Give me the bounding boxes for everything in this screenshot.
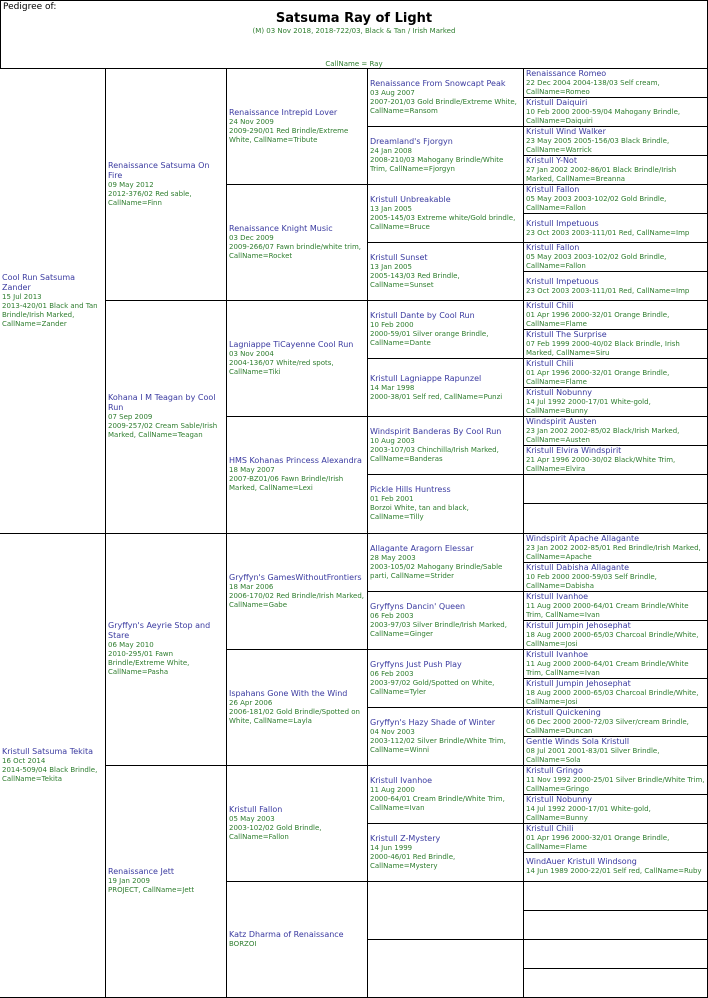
ancestor-name: Kristull Jumpin Jehosephat [526, 678, 631, 688]
ancestor-desc: 2012-376/02 Red sable, CallName=Finn [108, 190, 192, 208]
ancestor-name: Kristull Ivanhoe [526, 649, 589, 659]
ancestor-date: 19 Jan 2009 [108, 877, 150, 886]
ancestor-desc: 2004-136/07 White/red spots, CallName=Tiki [229, 359, 334, 377]
gen4-ancestor-cell [367, 300, 524, 359]
ancestor-name: Renaissance Knight Music [229, 224, 333, 234]
gen5-ancestor-cell [523, 300, 708, 330]
dog-name-title: Satsuma Ray of Light [275, 11, 433, 26]
gen4-ancestor-cell [367, 126, 524, 185]
ancestor-name: Kristull Ivanhoe [526, 591, 589, 601]
gen5-ancestor-cell [523, 765, 708, 795]
gen3-ancestor-cell [226, 533, 368, 650]
ancestor-name: Kristull Fallon [526, 185, 580, 195]
gen5-ancestor-cell [523, 503, 708, 533]
gen5-ancestor-cell [523, 649, 708, 679]
gen2-ancestor-cell [105, 533, 227, 766]
ancestor-desc: 14 Jul 1992 2000-17/01 White-gold, CallName=Bunny [526, 398, 651, 416]
gen4-ancestor-cell [367, 765, 524, 824]
gen5-ancestor-cell [523, 445, 708, 475]
ancestor-desc: 05 May 2003 2003-102/02 Gold Brindle, CallName=Fallon [526, 253, 667, 271]
ancestor-desc: 18 Aug 2000 2000-65/03 Charcoal Brindle/White, CallName=Josi [526, 630, 699, 648]
gen5-ancestor-cell [523, 591, 708, 621]
ancestor-date: 10 Feb 2000 [370, 321, 414, 330]
ancestor-desc: 11 Nov 1992 2000-25/01 Silver Brindle/White Trim, CallName=Gringo [526, 775, 705, 793]
ancestor-desc: 11 Aug 2000 2000-64/01 Cream Brindle/White Trim, CallName=Ivan [526, 659, 689, 677]
ancestor-date: 01 Feb 2001 [370, 495, 414, 504]
ancestor-name: Kristull Dante by Cool Run [370, 311, 475, 321]
ancestor-desc: 23 Oct 2003 2003-111/01 Red, CallName=Imp [526, 228, 690, 237]
ancestor-date: 26 Apr 2006 [229, 698, 273, 707]
gen5-ancestor-cell [523, 242, 708, 272]
ancestor-desc: 2013-420/01 Black and Tan Brindle/Irish Marked, CallName=Zander [2, 301, 98, 328]
gen1-ancestor-cell [0, 533, 106, 998]
gen4-ancestor-cell [367, 358, 524, 417]
gen5-ancestor-cell [523, 68, 708, 98]
ancestor-date: 04 Nov 2003 [370, 727, 415, 736]
gen4-ancestor-cell [367, 649, 524, 708]
ancestor-date: 06 Feb 2003 [370, 669, 414, 678]
pedigree-grid [0, 69, 708, 998]
ancestor-date: 18 May 2007 [229, 466, 275, 475]
ancestor-desc: 2000-59/01 Silver orange Brindle, CallName=Dante [370, 330, 489, 348]
ancestor-name: Kristull Fallon [526, 243, 580, 253]
ancestor-date: 14 Mar 1998 [370, 383, 415, 392]
ancestor-desc: 23 Oct 2003 2003-111/01 Red, CallName=Imp [526, 286, 690, 295]
ancestor-desc: 2003-112/02 Silver Brindle/White Trim, CallName=Winni [370, 736, 506, 754]
ancestor-name: WindAuer Kristull Windsong [526, 857, 637, 867]
ancestor-date: 24 Jan 2008 [370, 147, 412, 156]
ancestor-name: Renaissance Jett [108, 867, 175, 877]
ancestor-name: Kristull Daiquiri [526, 98, 588, 108]
ancestor-desc: 18 Aug 2000 2000-65/03 Charcoal Brindle/White, CallName=Josi [526, 688, 699, 706]
ancestor-name: Renaissance From Snowcapt Peak [370, 79, 506, 89]
gen5-ancestor-cell [523, 910, 708, 940]
ancestor-name: Dreamland's Fjorgyn [370, 137, 453, 147]
ancestor-desc: PROJECT, CallName=Jett [108, 886, 195, 895]
ancestor-date: 05 May 2003 [229, 814, 275, 823]
ancestor-name: Kristull Dabisha Allagante [526, 562, 630, 572]
gen5-ancestor-cell [523, 562, 708, 592]
gen3-ancestor-cell [226, 68, 368, 185]
ancestor-desc: 2009-257/02 Cream Sable/Irish Marked, CallName=Teagan [108, 422, 218, 440]
ancestor-desc: 2007-BZ01/06 Fawn Brindle/Irish Marked, CallName=Lexi [229, 475, 344, 493]
ancestor-name: Ispahans Gone With the Wind [229, 688, 348, 698]
ancestor-name: Windspirit Apache Allagante [526, 533, 640, 543]
ancestor-date: 07 Sep 2009 [108, 413, 153, 422]
ancestor-desc: 14 Jul 1992 2000-17/01 White-gold, CallName=Bunny [526, 804, 651, 822]
ancestor-name: Windspirit Banderas By Cool Run [370, 427, 502, 437]
ancestor-name: Renaissance Satsuma On Fire [108, 161, 210, 181]
ancestor-desc: 23 Jan 2002 2002-85/01 Red Brindle/Irish Marked, CallName=Apache [526, 543, 701, 561]
ancestor-date: 18 Mar 2006 [229, 582, 274, 591]
gen3-ancestor-cell [226, 184, 368, 301]
gen1-ancestor-cell [0, 68, 106, 534]
ancestor-name: Katz Dharma of Renaissance [229, 929, 344, 939]
gen4-ancestor-cell [367, 591, 524, 650]
gen4-ancestor-cell [367, 242, 524, 301]
ancestor-date: 03 Dec 2009 [229, 234, 274, 243]
ancestor-name: Gryffyns Just Push Play [370, 659, 462, 669]
gen5-ancestor-cell [523, 881, 708, 911]
ancestor-date: 03 Nov 2004 [229, 350, 274, 359]
ancestor-name: Kristull Fallon [229, 804, 283, 814]
gen4-ancestor-cell [367, 474, 524, 533]
ancestor-name: Gryffyn's GamesWithoutFrontiers [229, 572, 362, 582]
ancestor-desc: 2006-170/02 Red Brindle/Irish Marked, CallName=Gabe [229, 591, 365, 609]
ancestor-date: 06 Feb 2003 [370, 611, 414, 620]
ancestor-name: Kristull Elvira Windspirit [526, 446, 622, 456]
gen4-ancestor-cell [367, 881, 524, 940]
ancestor-name: Kristull Quickening [526, 707, 601, 717]
ancestor-desc: 06 Dec 2000 2000-72/03 Silver/cream Brindle, CallName=Duncan [526, 717, 689, 735]
ancestor-desc: 2003-97/02 Gold/Spotted on White, CallName=Tyler [370, 678, 495, 696]
ancestor-date: 06 May 2010 [108, 641, 154, 650]
gen4-ancestor-cell [367, 184, 524, 243]
ancestor-desc: 2014-509/04 Black Brindle, CallName=Tekita [2, 765, 98, 783]
gen5-ancestor-cell [523, 97, 708, 127]
ancestor-name: Kristull Unbreakable [370, 195, 451, 205]
dog-info: (M) 03 Nov 2018, 2018-722/03, Black & Tan / Irish Marked [252, 27, 456, 35]
ancestor-desc: 2003-102/02 Gold Brindle, CallName=Fallon [229, 823, 322, 841]
ancestor-name: Kristull Chili [526, 823, 574, 833]
ancestor-desc: 2000-38/01 Self red, CallName=Punzi [370, 392, 503, 401]
ancestor-name: Kristull Z-Mystery [370, 833, 441, 843]
gen5-ancestor-cell [523, 358, 708, 388]
ancestor-desc: 2005-145/03 Extreme white/Gold brindle, CallName=Bruce [370, 214, 516, 232]
ancestor-name: Kristull Sunset [370, 253, 428, 263]
ancestor-desc: 05 May 2003 2003-102/02 Gold Brindle, CallName=Fallon [526, 195, 667, 213]
ancestor-name: Kristull Impetuous [526, 276, 599, 286]
gen3-ancestor-cell [226, 649, 368, 766]
ancestor-desc: 01 Apr 1996 2000-32/01 Orange Brindle, CallName=Flame [526, 833, 670, 851]
gen4-ancestor-cell [367, 823, 524, 882]
gen4-ancestor-cell [367, 416, 524, 475]
pedigree-of-label: Pedigree of: [3, 2, 57, 12]
gen5-ancestor-cell [523, 736, 708, 766]
ancestor-desc: 14 Jun 1989 2000-22/01 Self red, CallName=Ruby [526, 867, 702, 876]
gen5-ancestor-cell [523, 533, 708, 563]
gen5-ancestor-cell [523, 126, 708, 156]
ancestor-desc: Borzoi White, tan and black, CallName=Tilly [370, 504, 469, 522]
gen5-ancestor-cell [523, 271, 708, 301]
gen2-ancestor-cell [105, 300, 227, 533]
gen2-ancestor-cell [105, 68, 227, 301]
gen5-ancestor-cell [523, 329, 708, 359]
gen5-ancestor-cell [523, 474, 708, 504]
ancestor-desc: 21 Apr 1996 2000-30/02 Black/White Trim, CallName=Elvira [526, 456, 676, 474]
gen5-ancestor-cell [523, 387, 708, 417]
ancestor-date: 16 Oct 2014 [2, 756, 46, 765]
gen5-ancestor-cell [523, 416, 708, 446]
ancestor-desc: 27 Jan 2002 2002-86/01 Black Brindle/Irish Marked, CallName=Breanna [526, 166, 677, 184]
ancestor-desc: 01 Apr 1996 2000-32/01 Orange Brindle, CallName=Flame [526, 311, 670, 329]
gen4-ancestor-cell [367, 68, 524, 127]
gen5-ancestor-cell [523, 823, 708, 853]
gen4-ancestor-cell [367, 939, 524, 998]
ancestor-date: 11 Aug 2000 [370, 785, 415, 794]
gen4-ancestor-cell [367, 533, 524, 592]
ancestor-name: Kristull Chili [526, 301, 574, 311]
gen5-ancestor-cell [523, 155, 708, 185]
ancestor-name: Gryffyn's Hazy Shade of Winter [370, 717, 496, 727]
gen5-ancestor-cell [523, 794, 708, 824]
ancestor-name: Kristull Satsuma Tekita [2, 746, 94, 756]
ancestor-desc: 2000-64/01 Cream Brindle/White Trim, CallName=Ivan [370, 794, 505, 812]
ancestor-name: Windspirit Austen [526, 417, 597, 427]
ancestor-desc: 2008-210/03 Mahogany Brindle/White Trim, CallName=Fjorgyn [370, 156, 504, 174]
gen3-ancestor-cell [226, 765, 368, 882]
ancestor-date: 14 Jun 1999 [370, 843, 413, 852]
ancestor-name: Kristull Jumpin Jehosephat [526, 620, 631, 630]
dog-callname: CallName = Ray [325, 60, 383, 68]
ancestor-name: Allagante Aragorn Elessar [370, 543, 474, 553]
ancestor-date: 13 Jan 2005 [370, 205, 412, 214]
gen2-ancestor-cell [105, 765, 227, 998]
ancestor-date: 28 May 2003 [370, 553, 416, 562]
gen3-ancestor-cell [226, 881, 368, 998]
ancestor-desc: 2007-201/03 Gold Brindle/Extreme White, CallName=Ransom [370, 98, 517, 116]
ancestor-desc: 2010-295/01 Fawn Brindle/Extreme White, CallName=Pasha [108, 650, 190, 677]
gen5-ancestor-cell [523, 939, 708, 969]
gen5-ancestor-cell [523, 968, 708, 998]
gen3-ancestor-cell [226, 416, 368, 533]
pedigree-header [0, 0, 708, 71]
gen5-ancestor-cell [523, 184, 708, 214]
ancestor-date: 10 Aug 2003 [370, 437, 415, 446]
ancestor-name: Kristull Lagniappe Rapunzel [370, 373, 482, 383]
ancestor-desc: 01 Apr 1996 2000-32/01 Orange Brindle, CallName=Flame [526, 369, 670, 387]
ancestor-desc: 2009-290/01 Red Brindle/Extreme White, CallName=Tribute [229, 127, 349, 145]
ancestor-name: Gryffyns Dancin' Queen [370, 601, 466, 611]
ancestor-name: Kristull Y-Not [526, 156, 577, 166]
gen5-ancestor-cell [523, 678, 708, 708]
ancestor-desc: 2005-143/03 Red Brindle, CallName=Sunset [370, 272, 460, 290]
ancestor-name: Kristull Gringo [526, 765, 583, 775]
ancestor-desc: 11 Aug 2000 2000-64/01 Cream Brindle/White Trim, CallName=Ivan [526, 601, 689, 619]
ancestor-desc: 22 Dec 2004 2004-138/03 Self cream, CallName=Romeo [526, 79, 660, 97]
ancestor-name: Lagniappe TiCayenne Cool Run [229, 340, 354, 350]
ancestor-desc: 08 Jul 2001 2001-83/01 Silver Brindle, CallName=Sola [526, 746, 660, 764]
gen5-ancestor-cell [523, 852, 708, 882]
ancestor-name: Cool Run Satsuma Zander [2, 272, 76, 292]
ancestor-desc: 10 Feb 2000 2000-59/04 Mahogany Brindle, CallName=Daiquiri [526, 108, 681, 126]
ancestor-name: Gentle Winds Sola Kristull [526, 736, 630, 746]
ancestor-name: Kristull Chili [526, 359, 574, 369]
ancestor-name: Pickle Hills Huntress [370, 485, 451, 495]
ancestor-desc: 2003-107/03 Chinchilla/Irish Marked, CallName=Banderas [370, 446, 499, 464]
ancestor-desc: BORZOI [229, 939, 257, 948]
ancestor-name: Kristull Nobunny [526, 388, 593, 398]
ancestor-desc: 2003-97/03 Silver Brindle/Irish Marked, CallName=Ginger [370, 620, 507, 638]
ancestor-desc: 2006-181/02 Gold Brindle/Spotted on White, CallName=Layla [229, 707, 360, 725]
ancestor-desc: 2000-46/01 Red Brindle, CallName=Mystery [370, 852, 456, 870]
ancestor-name: Gryffyn's Aeyrie Stop and Stare [108, 621, 211, 641]
ancestor-name: Kristull Impetuous [526, 218, 599, 228]
ancestor-name: Kohana I M Teagan by Cool Run [108, 393, 216, 413]
ancestor-date: 03 Aug 2007 [370, 89, 415, 98]
ancestor-name: Kristull Nobunny [526, 794, 593, 804]
ancestor-date: 13 Jan 2005 [370, 263, 412, 272]
ancestor-desc: 07 Feb 1999 2000-40/02 Black Brindle, Irish Marked, CallName=Siru [526, 340, 680, 358]
ancestor-date: 15 Jul 2013 [2, 292, 42, 301]
ancestor-name: HMS Kohanas Princess Alexandra [229, 456, 362, 466]
ancestor-name: Kristull The Surprise [526, 330, 607, 340]
ancestor-desc: 2003-105/02 Mahogany Brindle/Sable parti, CallName=Strider [370, 562, 503, 580]
gen5-ancestor-cell [523, 213, 708, 243]
ancestor-desc: 23 May 2005 2005-156/03 Black Brindle, CallName=Warrick [526, 137, 670, 155]
gen5-ancestor-cell [523, 707, 708, 737]
ancestor-name: Renaissance Intrepid Lover [229, 108, 338, 118]
ancestor-desc: 2009-266/07 Fawn brindle/white trim, CallName=Rocket [229, 243, 362, 261]
ancestor-name: Renaissance Romeo [526, 69, 607, 79]
gen3-ancestor-cell [226, 300, 368, 417]
ancestor-date: 09 May 2012 [108, 181, 154, 190]
ancestor-date: 24 Nov 2009 [229, 118, 274, 127]
gen5-ancestor-cell [523, 620, 708, 650]
gen4-ancestor-cell [367, 707, 524, 766]
ancestor-desc: 10 Feb 2000 2000-59/03 Self Brindle, CallName=Dabisha [526, 572, 657, 590]
ancestor-desc: 23 Jan 2002 2002-85/02 Black/Irish Marked, CallName=Austen [526, 427, 680, 445]
ancestor-name: Kristull Wind Walker [526, 127, 606, 137]
ancestor-name: Kristull Ivanhoe [370, 775, 433, 785]
